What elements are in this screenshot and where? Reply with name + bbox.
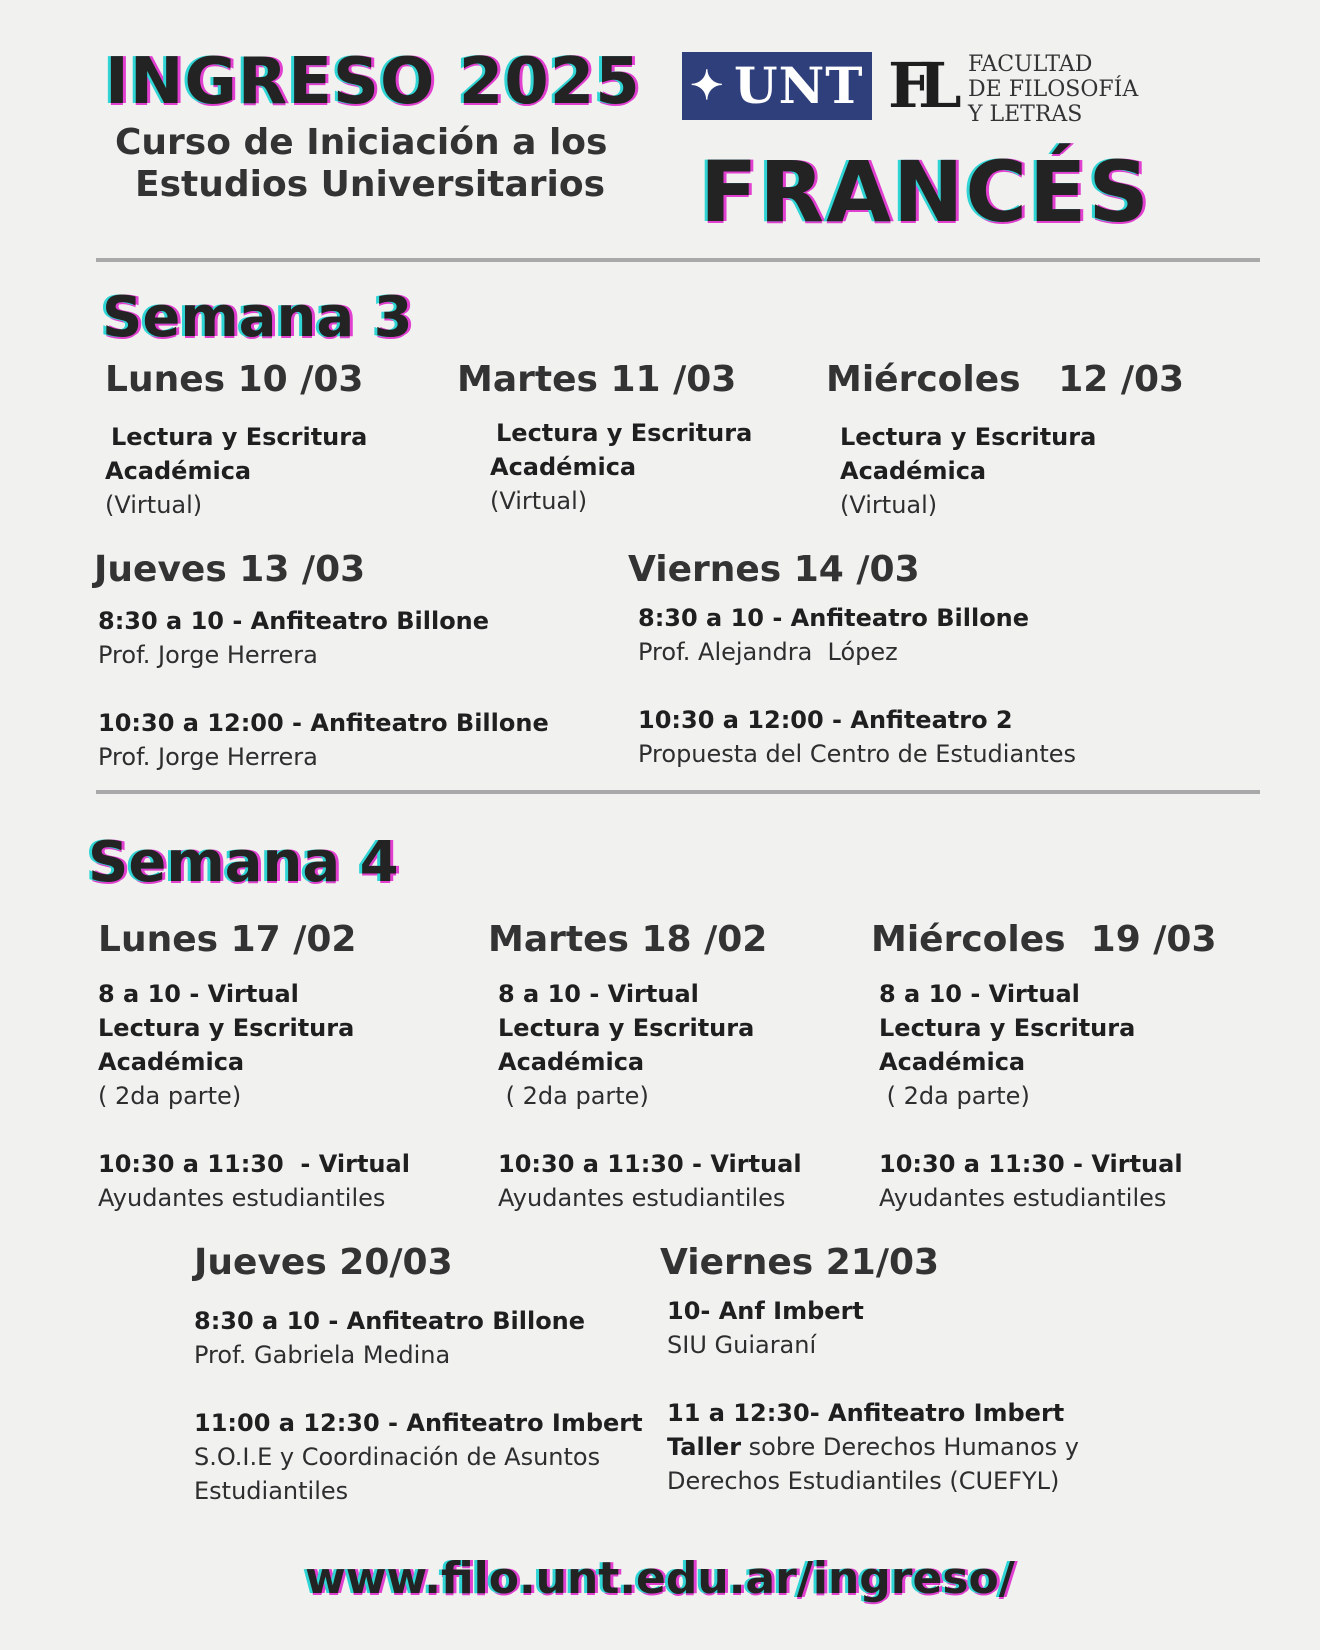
session-time-place: 10:30 a 12:00 - Anfiteatro Billone	[98, 709, 549, 737]
session-title-cont: Académica	[490, 453, 637, 481]
week-4-title: Semana 4	[88, 830, 399, 895]
subtitle	[115, 122, 615, 206]
subtitle-line-1: Curso de Iniciación a los	[115, 122, 608, 163]
session-time-place: 8:30 a 10 - Anfiteatro Billone	[638, 604, 1030, 632]
spacer	[498, 1113, 802, 1147]
session-lunes-10	[105, 420, 367, 522]
session-time-mode: 10:30 a 11:30 - Virtual	[879, 1150, 1183, 1178]
unt-logo	[682, 52, 872, 120]
divider	[96, 790, 1260, 794]
session-title: Lectura y Escritura	[98, 1014, 355, 1042]
session-description: Ayudantes estudiantiles	[498, 1184, 786, 1212]
session-title-cont: Académica	[105, 457, 252, 485]
session-title: Lectura y Escritura	[111, 423, 368, 451]
sessions-jueves-13	[98, 604, 549, 774]
sessions-viernes-21	[667, 1294, 1079, 1498]
session-description: Ayudantes estudiantiles	[98, 1184, 386, 1212]
session-description	[667, 1430, 1079, 1464]
faculty-name	[968, 52, 1138, 127]
session-teacher: Prof. Gabriela Medina	[194, 1341, 451, 1369]
spacer	[879, 1113, 1183, 1147]
subtitle-line-2: Estudios Universitarios	[135, 164, 606, 205]
session-mode: (Virtual)	[105, 491, 203, 519]
session-teacher: Prof. Jorge Herrera	[98, 743, 318, 771]
day-heading-viernes-14: Viernes 14 /03	[628, 549, 920, 590]
session-description: SIU Guiaraní	[667, 1331, 817, 1359]
session-teacher: Prof. Jorge Herrera	[98, 641, 318, 669]
taller-label: Taller	[667, 1433, 742, 1461]
session-time-place: 11 a 12:30- Anfiteatro Imbert	[667, 1399, 1065, 1427]
week-3-title: Semana 3	[102, 285, 413, 350]
session-description: Ayudantes estudiantiles	[879, 1184, 1167, 1212]
session-teacher: Prof. Alejandra López	[638, 638, 898, 666]
day-heading-martes-18: Martes 18 /02	[488, 919, 768, 960]
sessions-lunes-17	[98, 977, 410, 1215]
faculty-line-2: DE FILOSOFÍA	[968, 77, 1139, 102]
spacer	[98, 1113, 410, 1147]
session-title-cont: Académica	[879, 1048, 1026, 1076]
day-heading-martes-11: Martes 11 /03	[457, 359, 737, 400]
spacer	[98, 672, 549, 706]
divider	[96, 258, 1260, 262]
session-time-place: 10- Anf Imbert	[667, 1297, 864, 1325]
session-mode: (Virtual)	[490, 487, 588, 515]
session-time-place: 8:30 a 10 - Anfiteatro Billone	[98, 607, 490, 635]
session-part: ( 2da parte)	[498, 1082, 649, 1110]
session-description-cont: Estudiantiles	[194, 1477, 349, 1505]
faculty-line-3: Y LETRAS	[968, 102, 1083, 127]
session-part: ( 2da parte)	[98, 1082, 242, 1110]
session-description-cont: Derechos Estudiantiles (CUEFYL)	[667, 1467, 1060, 1495]
session-title: Lectura y Escritura	[498, 1014, 755, 1042]
faculty-monogram-logo: FL	[888, 49, 948, 122]
session-miercoles-12	[840, 420, 1096, 522]
session-time-place: 8:30 a 10 - Anfiteatro Billone	[194, 1307, 586, 1335]
session-time-mode: 8 a 10 - Virtual	[98, 980, 299, 1008]
day-heading-jueves-20: Jueves 20/03	[194, 1242, 453, 1283]
session-title: Lectura y Escritura	[879, 1014, 1136, 1042]
sessions-miercoles-19	[879, 977, 1183, 1215]
website-url: www.filo.unt.edu.ar/ingreso/	[305, 1553, 1015, 1604]
day-heading-viernes-21: Viernes 21/03	[660, 1242, 940, 1283]
spacer	[194, 1372, 643, 1406]
session-title-cont: Académica	[840, 457, 987, 485]
session-time-place: 10:30 a 12:00 - Anfiteatro 2	[638, 706, 1013, 734]
session-time-mode: 10:30 a 11:30 - Virtual	[98, 1150, 410, 1178]
day-heading-miercoles-12: Miércoles 12 /03	[826, 359, 1185, 400]
star-icon: ✦	[690, 62, 724, 109]
session-time-mode: 10:30 a 11:30 - Virtual	[498, 1150, 802, 1178]
session-time-place: 11:00 a 12:30 - Anfiteatro Imbert	[194, 1409, 643, 1437]
main-title: INGRESO 2025	[105, 45, 641, 119]
session-title-cont: Académica	[98, 1048, 245, 1076]
language-title: FRANCÉS	[700, 143, 1151, 241]
session-title: Lectura y Escritura	[840, 423, 1097, 451]
day-heading-miercoles-19: Miércoles 19 /03	[871, 919, 1217, 960]
spacer	[667, 1362, 1079, 1396]
session-part: ( 2da parte)	[879, 1082, 1030, 1110]
sessions-viernes-14	[638, 601, 1076, 771]
session-title-cont: Académica	[498, 1048, 645, 1076]
session-description: Propuesta del Centro de Estudiantes	[638, 740, 1077, 768]
session-description: S.O.I.E y Coordinación de Asuntos	[194, 1443, 601, 1471]
session-title: Lectura y Escritura	[496, 419, 753, 447]
faculty-line-1: FACULTAD	[968, 52, 1093, 77]
taller-description: sobre Derechos Humanos y	[741, 1433, 1079, 1461]
session-martes-11	[490, 416, 752, 518]
day-heading-jueves-13: Jueves 13 /03	[94, 549, 366, 590]
unt-logo-text: UNT	[734, 56, 864, 115]
spacer	[638, 669, 1076, 703]
sessions-martes-18	[498, 977, 802, 1215]
session-time-mode: 8 a 10 - Virtual	[879, 980, 1080, 1008]
day-heading-lunes-10: Lunes 10 /03	[105, 359, 364, 400]
sessions-jueves-20	[194, 1304, 643, 1508]
session-time-mode: 8 a 10 - Virtual	[498, 980, 699, 1008]
session-mode: (Virtual)	[840, 491, 938, 519]
day-heading-lunes-17: Lunes 17 /02	[98, 919, 357, 960]
